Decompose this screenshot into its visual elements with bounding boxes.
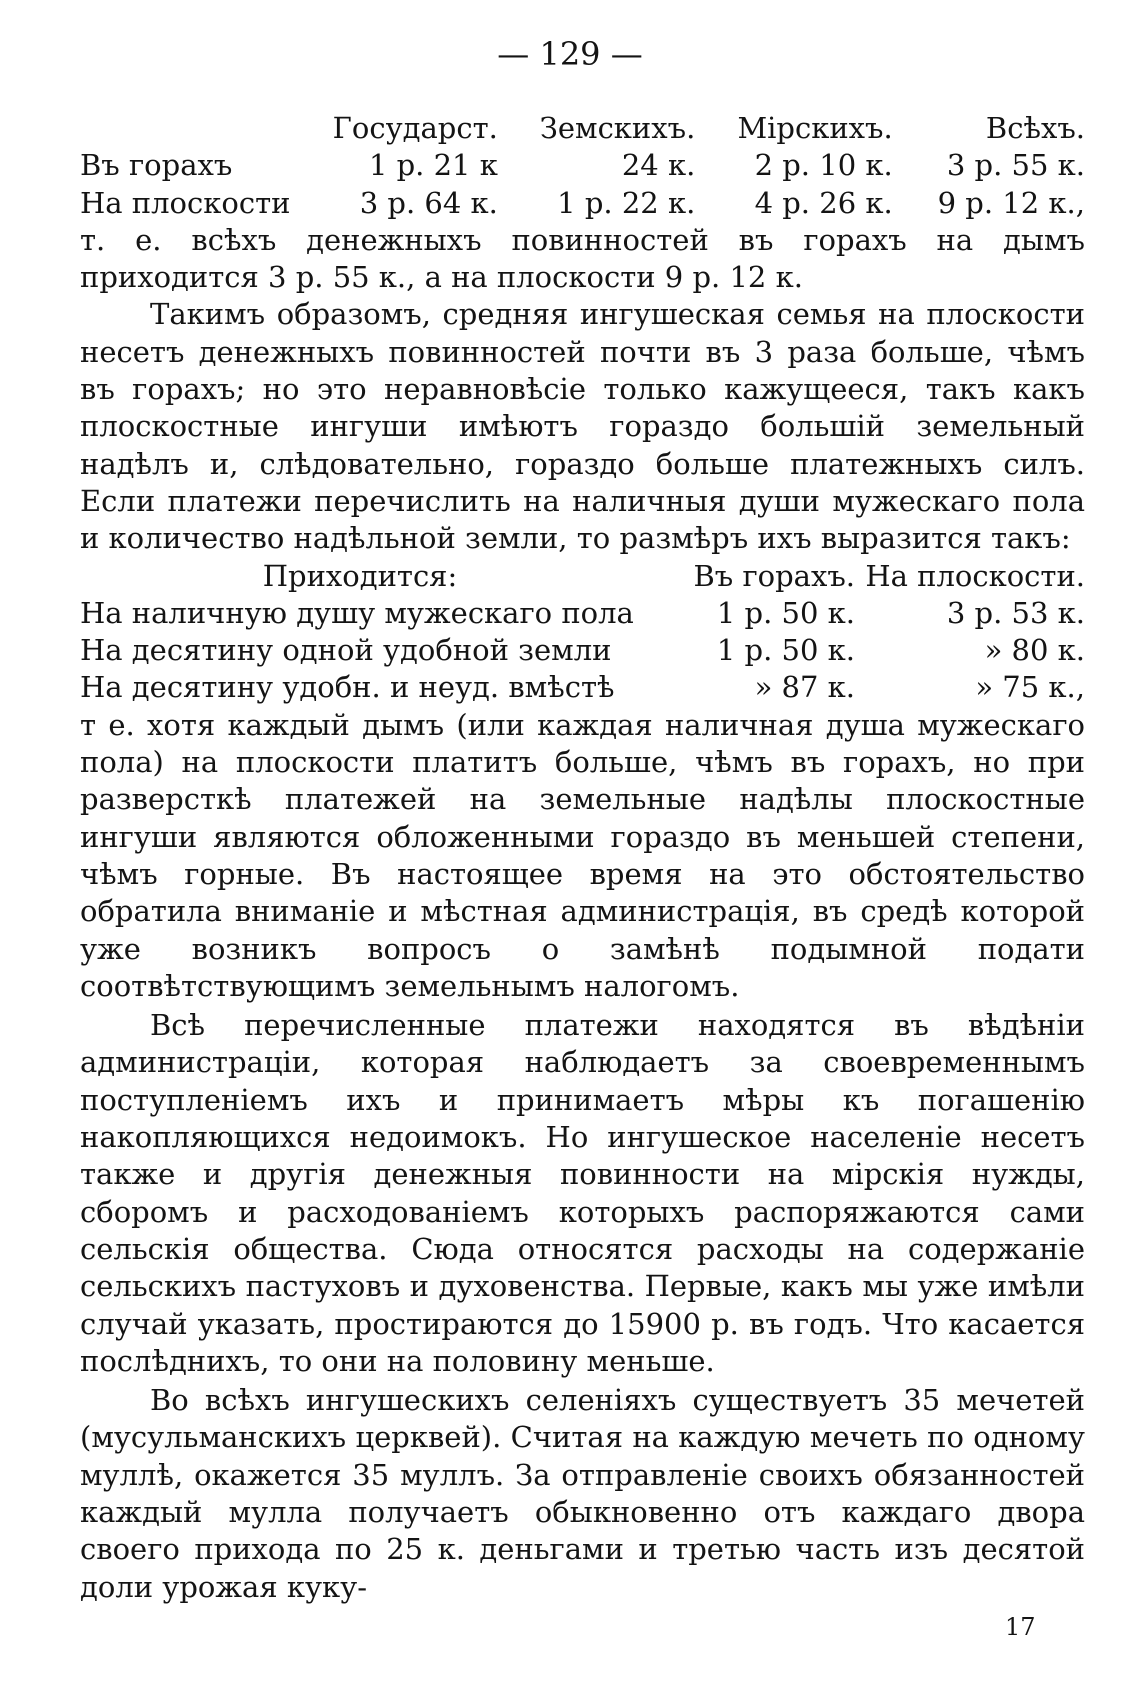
allocation-table-header-cell: Приходится: (262, 558, 458, 593)
table-cell: 9 р. 12 к., (937, 185, 1085, 220)
table-row (80, 185, 1085, 222)
table-cell: На десятину удобн. и неуд. вмѣстѣ (80, 670, 615, 705)
table-row (80, 147, 1085, 184)
table-cell: 3 р. 53 к. (946, 595, 1085, 630)
paragraph: Во всѣхъ ингушескихъ селеніяхъ существуетъ 35 мечетей (мусульманскихъ церквей). Считая на каждую мечеть по одному муллѣ, окажется 35 муллъ. За отправленіе своихъ обязанностей каждый мулла получаетъ обыкновенно отъ каждаго двора своего прихода по 25 к. деньгами и третью часть изъ десятой доли урожая куку- (80, 1383, 1085, 1604)
table-cell: 24 к. (621, 148, 696, 183)
table-cell: 1 р. 50 к. (716, 633, 855, 668)
signature-mark: 17 (1005, 1613, 1036, 1641)
allocation-table-header (80, 558, 1085, 595)
tax-table-header-cell: Мірскихъ. (737, 111, 893, 145)
paragraph: Такимъ образомъ, средняя ингушеская семья на плоскости несетъ денежныхъ повинностей почти въ 3 раза больше, чѣмъ въ горахъ; но это неравновѣсіе только кажущееся, такъ какъ плоскостные ингуши имѣютъ гораздо большій земельный надѣлъ и, слѣдовательно, гораздо больше платежныхъ силъ. Если платежи перечислить на наличныя души мужескаго пола и количество надѣльной земли, то размѣръ ихъ выразится такъ: (80, 297, 1085, 556)
paragraph: т. е. всѣхъ денежныхъ повинностей въ горахъ на дымъ приходится 3 р. 55 к., а на плоскости 9 р. 12 к. (80, 222, 1085, 295)
table-cell: На десятину одной удобной земли (80, 633, 612, 668)
table-cell: 3 р. 55 к. (946, 148, 1085, 183)
table-cell: 4 р. 26 к. (754, 185, 893, 220)
paragraph: Всѣ перечисленные платежи находятся въ вѣдѣніи администраціи, которая наблюдаетъ за своевременнымъ поступленіемъ ихъ и принимаетъ мѣры къ погашенію накопляющихся недоимокъ. Но ингушеское населеніе несетъ также и другія денежныя повинности на мірскія нужды, сборомъ и расходованіемъ которыхъ распоряжаются сами сельскія общества. Сюда относятся расходы на содержаніе сельскихъ пастуховъ и духовенства. Первые, какъ мы уже имѣли случай указать, простираются до 15900 р. въ годъ. Что касается послѣднихъ, то они на половину меньше. (80, 1008, 1085, 1378)
table-cell: » 87 к. (754, 670, 855, 705)
page-number: — 129 — (497, 35, 643, 73)
tax-table (80, 110, 1085, 222)
table-cell: 1 р. 22 к. (557, 185, 696, 220)
table-cell: » 75 к., (975, 670, 1085, 705)
allocation-table-header-cell: На плоскости. (865, 558, 1085, 593)
table-cell: » 80 к. (984, 633, 1085, 668)
table-cell: 2 р. 10 к. (754, 148, 893, 183)
tax-table-header-cell: Государст. (332, 111, 498, 145)
table-cell: На наличную душу мужескаго пола (80, 595, 634, 630)
table-row (80, 669, 1085, 706)
allocation-table (80, 558, 1085, 707)
tax-table-header-cell (80, 110, 290, 147)
table-row (80, 595, 1085, 632)
tax-table-header-cell: Земскихъ. (539, 111, 696, 145)
table-cell: 3 р. 64 к. (359, 185, 498, 220)
table-cell: На плоскости (80, 185, 291, 220)
tax-table-header (80, 110, 1085, 147)
table-cell: 1 р. 21 к (368, 148, 498, 183)
table-row (80, 632, 1085, 669)
table-cell: 1 р. 50 к. (716, 595, 855, 630)
page-body (80, 110, 1085, 1606)
table-cell: Въ горахъ (80, 148, 233, 183)
paragraph: т е. хотя каждый дымъ (или каждая наличная душа мужескаго пола) на плоскости платитъ больше, чѣмъ въ горахъ, но при разверсткѣ платежей на земельные надѣлы плоскостные ингуши являются обложенными гораздо въ меньшей степени, чѣмъ горные. Въ настоящее время на это обстоятельство обратила вниманіе и мѣстная администрація, въ средѣ которой уже возникъ вопросъ о замѣнѣ подымной подати соотвѣтствующимъ земельнымъ налогомъ. (80, 707, 1085, 1003)
allocation-table-header-cell: Въ горахъ. (693, 558, 855, 593)
tax-table-header-cell: Всѣхъ. (985, 111, 1085, 145)
